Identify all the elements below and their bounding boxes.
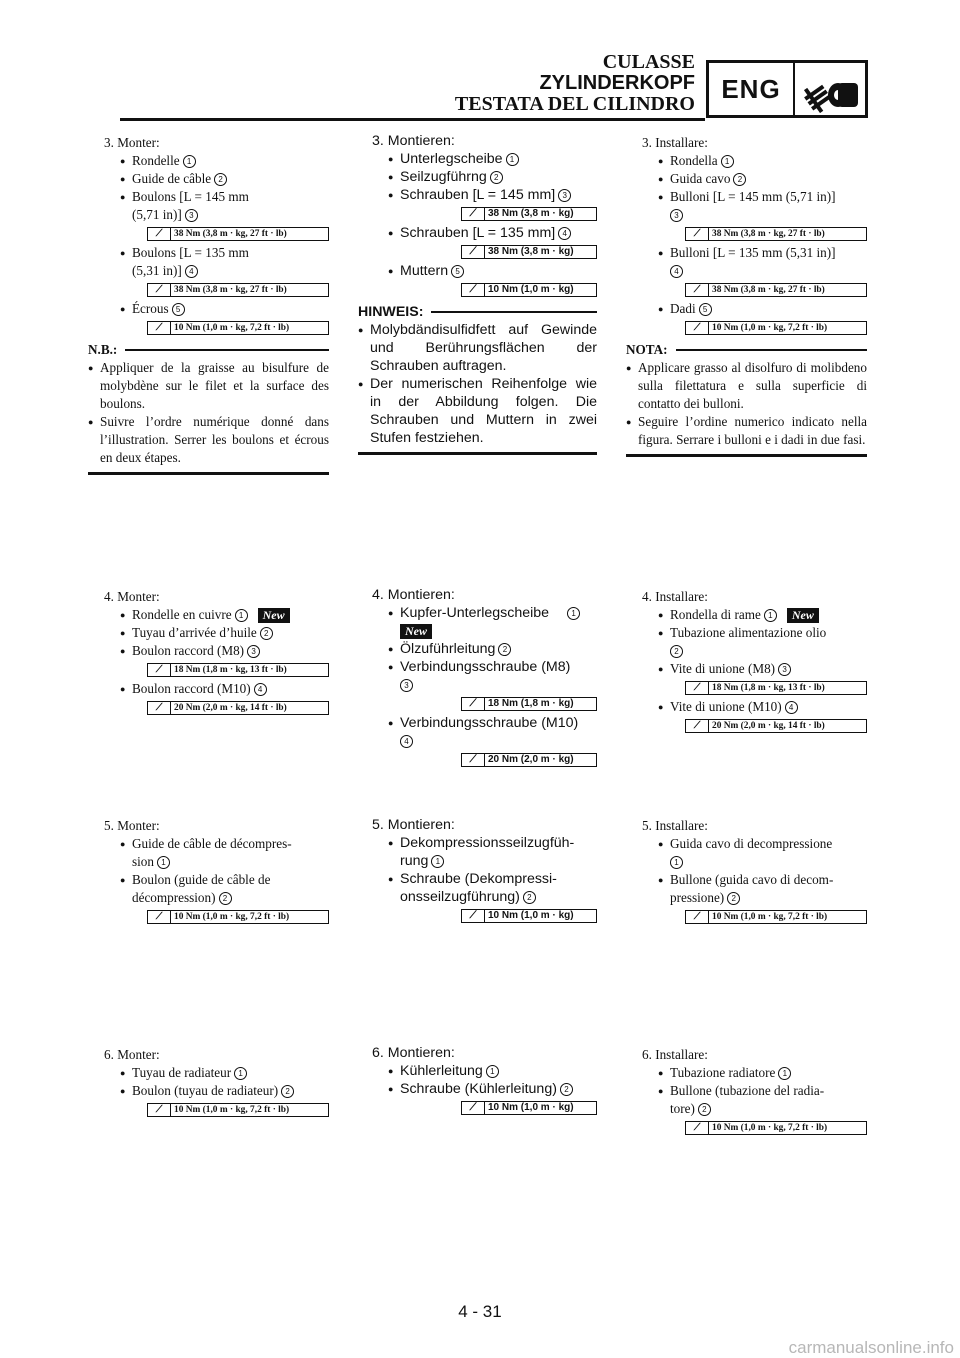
page-number: 4 - 31 — [458, 1302, 502, 1321]
it-s4-item-2: ● Tubazione alimentazione olio 2 — [658, 625, 827, 656]
it-s5-item-1: ● Guida cavo di decompressione 1 — [658, 836, 833, 867]
de-s3-item-1: ● Unterlegscheibe 1 — [372, 150, 597, 168]
it-step-6-title: 6. Installare: — [642, 1047, 708, 1062]
fr-s3-item-2: ● Guide de câble 2 — [104, 170, 329, 188]
de-s4-torque-2: ⟋ 20 Nm (2,0 m · kg) — [461, 753, 597, 767]
title-de: ZYLINDERKOPF — [539, 72, 695, 94]
fr-note — [88, 341, 329, 475]
fr-s3-torque-2: ⟋ 38 Nm (3,8 m · kg, 27 ft · lb) — [147, 283, 329, 297]
section-badge — [706, 60, 868, 118]
de-s3-torque-2: ⟋ 38 Nm (3,8 m · kg) — [461, 245, 597, 259]
torque-wrench-icon: ⟋ — [148, 1104, 171, 1116]
it-s3-torque-2: ⟋ 38 Nm (3,8 m · kg, 27 ft · lb) — [685, 283, 867, 297]
fr-s5-torque-1: ⟋ 10 Nm (1,0 m · kg, 7,2 ft · lb) — [147, 910, 329, 924]
torque-wrench-icon: ⟋ — [462, 754, 485, 766]
torque-wrench-icon: ⟋ — [148, 284, 171, 296]
it-s3-item-4: ● Bulloni [L = 135 mm (5,31 in)] 4 — [658, 245, 836, 276]
de-step-5 — [372, 816, 597, 926]
torque-wrench-icon: ⟋ — [148, 702, 171, 714]
it-s4-item-3: ● Vite di unione (M8) 3 — [642, 660, 867, 678]
it-note-2: ● Seguire l’ordine numerico indicato nella figura. Serrare i bulloni e i dadi in due fasi. — [626, 414, 867, 447]
de-s3-torque-1: ⟋ 38 Nm (3,8 m · kg) — [461, 207, 597, 221]
de-s3-item-5: ● Muttern 5 — [372, 262, 597, 280]
fr-note-1: ● Appliquer de la graisse au bisulfure de molybdène sur le filet et la surface des boulons. — [88, 360, 329, 411]
fr-step-5 — [104, 817, 329, 927]
de-s3-item-3: ● Schrauben [L = 145 mm] 3 — [372, 186, 597, 204]
it-s5-item-2: ● Bullone (guida cavo di decom- pressione) 2 — [658, 872, 834, 905]
de-step-3 — [358, 132, 597, 455]
torque-wrench-icon: ⟋ — [462, 284, 485, 296]
torque-wrench-icon: ⟋ — [148, 911, 171, 923]
fr-step-3-title: 3. Monter: — [104, 135, 160, 150]
it-s6-item-2: ● Bullone (tubazione del radia- tore) 2 — [658, 1083, 825, 1116]
torque-wrench-icon: ⟋ — [462, 698, 485, 710]
de-s6-torque-1: ⟋ 10 Nm (1,0 m · kg) — [461, 1101, 597, 1115]
title-it: TESTATA DEL CILINDRO — [454, 93, 695, 115]
de-s4-item-4: ● Verbindungsschraube (M10) 4 — [388, 715, 579, 746]
de-s3-item-2: ● Seilzugführng 2 — [372, 168, 597, 186]
fr-s6-item-2: ● Boulon (tuyau de radiateur) 2 — [104, 1082, 329, 1100]
de-s4-item-3: ● Verbindungsschraube (M8) 3 — [388, 659, 571, 690]
it-s3-item-1: ● Rondella 1 — [642, 152, 867, 170]
fr-s4-item-4: ● Boulon raccord (M10) 4 — [104, 680, 329, 698]
title-fr: CULASSE — [602, 51, 695, 73]
de-note-label: HINWEIS: — [358, 304, 424, 320]
it-step-6 — [642, 1046, 867, 1138]
new-part-badge: New — [400, 624, 432, 639]
fr-step-5-title: 5. Monter: — [104, 818, 160, 833]
fr-s3-item-5: ● Écrous 5 — [104, 300, 329, 318]
de-step-5-title: 5. Montieren: — [372, 817, 455, 833]
it-s6-torque-1: ⟋ 10 Nm (1,0 m · kg, 7,2 ft · lb) — [685, 1121, 867, 1135]
torque-wrench-icon: ⟋ — [462, 910, 485, 922]
fr-s3-item-1: ● Rondelle 1 — [104, 152, 329, 170]
fr-step-4 — [104, 588, 329, 718]
page-header-titles — [455, 52, 695, 115]
it-step-4-title: 4. Installare: — [642, 589, 708, 604]
fr-s4-torque-1: ⟋ 18 Nm (1,8 m · kg, 13 ft · lb) — [147, 663, 329, 677]
watermark: carmanualsonline.info — [788, 1338, 954, 1357]
it-s4-torque-2: ⟋ 20 Nm (2,0 m · kg, 14 ft · lb) — [685, 719, 867, 733]
de-s3-torque-3: ⟋ 10 Nm (1,0 m · kg) — [461, 283, 597, 297]
de-step-6-title: 6. Montieren: — [372, 1045, 455, 1061]
de-step-3-title: 3. Montieren: — [372, 133, 455, 149]
de-s6-item-2: ● Schraube (Kühlerleitung) 2 — [372, 1080, 597, 1098]
fr-s3-torque-1: ⟋ 38 Nm (3,8 m · kg, 27 ft · lb) — [147, 227, 329, 241]
it-note-label: NOTA: — [626, 342, 668, 357]
torque-wrench-icon: ⟋ — [686, 228, 709, 240]
torque-wrench-icon: ⟋ — [148, 322, 171, 334]
torque-wrench-icon: ⟋ — [462, 246, 485, 258]
new-part-badge: New — [258, 608, 290, 623]
fr-s6-torque-1: ⟋ 10 Nm (1,0 m · kg, 7,2 ft · lb) — [147, 1103, 329, 1117]
it-s3-item-2: ● Guida cavo 2 — [642, 170, 867, 188]
it-s3-torque-1: ⟋ 38 Nm (3,8 m · kg, 27 ft · lb) — [685, 227, 867, 241]
torque-wrench-icon: ⟋ — [148, 228, 171, 240]
de-step-6 — [372, 1044, 597, 1118]
de-note-2: ● Der numerischen Reihenfolge wie in der Abbildung folgen. Die Schrauben und Muttern in zwei Stufen festziehen. — [358, 376, 597, 446]
it-note-1: ● Applicare grasso al disolfuro di molibdeno sulla filettatura e sulla superficie di contatto dei bulloni. — [626, 360, 867, 411]
it-step-5 — [642, 817, 867, 927]
fr-step-6-title: 6. Monter: — [104, 1047, 160, 1062]
torque-wrench-icon: ⟋ — [686, 682, 709, 694]
section-badge-label: ENG — [709, 63, 795, 115]
de-step-4 — [372, 586, 597, 770]
de-s4-item-2: ● Ölzuführleitung 2 — [372, 640, 597, 658]
engine-wrench-icon — [795, 63, 865, 115]
header-rule — [120, 118, 705, 121]
it-s3-torque-3: ⟋ 10 Nm (1,0 m · kg, 7,2 ft · lb) — [685, 321, 867, 335]
torque-wrench-icon: ⟋ — [462, 1102, 485, 1114]
it-s3-item-5: ● Dadi 5 — [642, 300, 867, 318]
fr-step-3 — [88, 134, 329, 475]
fr-note-label: N.B.: — [88, 342, 118, 357]
de-step-4-title: 4. Montieren: — [372, 587, 455, 603]
torque-wrench-icon: ⟋ — [148, 664, 171, 676]
fr-s3-item-3: ● Boulons [L = 145 mm (5,71 in)] 3 — [120, 189, 249, 222]
de-s4-torque-1: ⟋ 18 Nm (1,8 m · kg) — [461, 697, 597, 711]
it-s4-item-1: ● Rondella di rame 1 New — [642, 606, 867, 624]
fr-note-2: ● Suivre l’ordre numérique donné dans l’illustration. Serrer les boulons et écrous en deux étapes. — [88, 414, 329, 465]
new-part-badge: New — [787, 608, 819, 623]
torque-wrench-icon: ⟋ — [686, 911, 709, 923]
fr-s4-torque-2: ⟋ 20 Nm (2,0 m · kg, 14 ft · lb) — [147, 701, 329, 715]
it-s4-item-4: ● Vite di unione (M10) 4 — [642, 698, 867, 716]
fr-step-4-title: 4. Monter: — [104, 589, 160, 604]
fr-s3-item-4: ● Boulons [L = 135 mm (5,31 in)] 4 — [120, 245, 249, 278]
it-note — [626, 341, 867, 457]
fr-step-6 — [104, 1046, 329, 1120]
fr-s4-item-2: ● Tuyau d’arrivée d’huile 2 — [104, 624, 329, 642]
it-s6-item-1: ● Tubazione radiatore 1 — [642, 1064, 867, 1082]
it-step-4 — [642, 588, 867, 736]
it-step-5-title: 5. Installare: — [642, 818, 708, 833]
it-step-3-title: 3. Installare: — [642, 135, 708, 150]
it-s3-item-3: ● Bulloni [L = 145 mm (5,71 in)] 3 — [658, 189, 836, 220]
fr-s4-item-1: ● Rondelle en cuivre 1 New — [104, 606, 329, 624]
de-s4-item-1: ● Kupfer-Unterlegscheibe 1 New — [372, 604, 597, 640]
fr-s5-item-2: ● Boulon (guide de câble de décompression) 2 — [120, 872, 271, 905]
de-s5-item-2: ● Schraube (Dekompressi- onsseilzugführung) 2 — [388, 871, 557, 905]
de-note-1: ● Molybdändisulfidfett auf Gewinde und Berührungsflächen der Schrauben auftragen. — [358, 322, 597, 374]
de-s3-item-4: ● Schrauben [L = 135 mm] 4 — [372, 224, 597, 242]
de-note — [358, 303, 597, 455]
it-step-3 — [626, 134, 867, 457]
torque-wrench-icon: ⟋ — [686, 720, 709, 732]
it-s5-torque-1: ⟋ 10 Nm (1,0 m · kg, 7,2 ft · lb) — [685, 910, 867, 924]
torque-wrench-icon: ⟋ — [462, 208, 485, 220]
it-s4-torque-1: ⟋ 18 Nm (1,8 m · kg, 13 ft · lb) — [685, 681, 867, 695]
de-s5-item-1: ● Dekompressionsseilzugfüh- rung 1 — [388, 835, 575, 869]
de-s6-item-1: ● Kühlerleitung 1 — [372, 1062, 597, 1080]
torque-wrench-icon: ⟋ — [686, 1122, 709, 1134]
torque-wrench-icon: ⟋ — [686, 284, 709, 296]
fr-s6-item-1: ● Tuyau de radiateur 1 — [104, 1064, 329, 1082]
fr-s3-torque-3: ⟋ 10 Nm (1,0 m · kg, 7,2 ft · lb) — [147, 321, 329, 335]
fr-s5-item-1: ● Guide de câble de décompres- sion 1 — [120, 836, 292, 869]
fr-s4-item-3: ● Boulon raccord (M8) 3 — [104, 642, 329, 660]
torque-wrench-icon: ⟋ — [686, 322, 709, 334]
de-s5-torque-1: ⟋ 10 Nm (1,0 m · kg) — [461, 909, 597, 923]
